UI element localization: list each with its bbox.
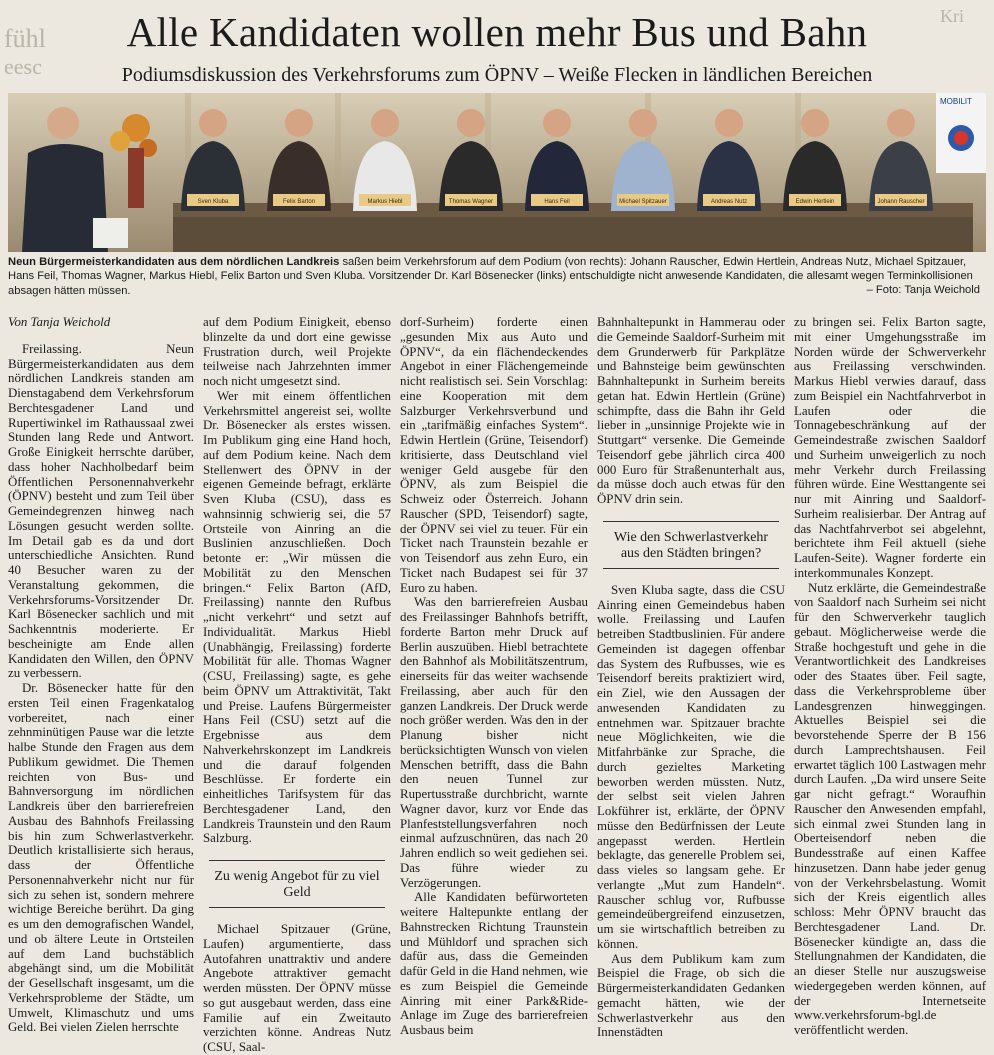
paragraph: Wer mit einem öffentlichen Verkehrsmittel angereist sei, wollte Dr. Bösenecker als erstes wissen. Im Publikum ging eine Hand hoch, auf dem Podium keine. Nach dem Stellenwert des ÖPNV in der eigenen Gemeinde befragt, erklärte Sven Kluba (CSU), dass es wahnsinnig schwierig sei, die 57 Ortsteile von Ainring an die Buslinien anzuschließen. Doch betonte er: „Wir müssen die Mobilität zu den Menschen bringen.“ Felix Barton (AfD, Freilassing) nannte den Rufbus „nicht verkehrt“ und setzt auf Individualität. Markus Hiebl (Unabhängig, Freilassing) forderte Mobilität für alle. Thomas Wagner (CSU, Freilassing) sagte, es gehe beim ÖPNV um Attraktivität, Takt und Preise. Laufens Bürgermeister Hans Feil (CSU) setzt auf die Ergebnisse aus dem Nahverkehrskonzept im Landkreis und die darauf folgenden Beschlüsse. Er forderte ein einheitliches Tarifsystem für das Berchtesgadener Land, den Landkreis Traunstein und den Raum Salzburg. <box>203 388 391 846</box>
caption-lead: Neun Bürgermeisterkandidaten aus dem nördlichen Landkreis <box>8 256 340 268</box>
panel-photo <box>8 93 986 252</box>
subheading: Zu wenig Angebot für zu viel Geld <box>209 860 385 908</box>
panelist-head <box>457 109 485 137</box>
nameplate-label: Thomas Wagner <box>448 199 494 205</box>
panelist-head <box>371 109 399 137</box>
nameplate-label: Edwin Hertlein <box>795 199 835 205</box>
nameplate-label: Markus Hiebl <box>367 199 403 205</box>
nameplate-label: Hans Feil <box>544 199 570 205</box>
panelist-head <box>887 109 915 137</box>
column-4 <box>597 315 785 1040</box>
paragraph: Dr. Bösenecker hatte für den ersten Teil einen Fragenkatalog vorbereitet, nach einer zehnminütigen Pause war die letzte halbe Stunde den Fragen aus dem Publikum gewidmet. Die Themen reichten von Bus- und Bahnversorgung im nördlichen Landkreis über den barrierefreien Ausbau des Bahnhofs Freilassing bis hin zum Schwerlastverkehr. Deutlich kristallisierte sich heraus, dass der Öffentliche Personennahverkehr nicht nur für sich zu sehen ist, sondern mehrere wichtige Bereiche berührt. Da ging es um den demografischen Wandel, und ob ältere Leute in Ortsteilen auf dem Land buchstäblich abgehängt sind, um die Mobilität der Gesellschaft insgesamt, um die Verkehrsprobleme der Städte, um Umwelt, Klimaschutz und ums Geld. Bei vielen Zielen herrschte <box>8 681 194 1035</box>
panelist-head <box>543 109 571 137</box>
caption-text: saßen beim Verkehrsforum auf dem Podium (von rechts): Johann Rauscher, Edwin Hertlein, Andreas Nutz, Michael Spitzauer, Hans Feil, Thomas Wagner, Markus Hiebl, Felix Barton und Sven Kluba. Vorsitzender Dr. Karl Bösenecker (links) entschuldigte nicht anwesende Kandidaten, die allesamt wegen Terminkollisionen absagen hätten müssen. <box>8 256 973 297</box>
column-5 <box>794 315 986 1037</box>
paragraph: Bahnhaltepunkt in Hammerau oder die Gemeinde Saaldorf-Surheim mit dem Grunderwerb für Parkplätze und Bahnsteige beim gewünschten Bahnhaltepunkt in Surheim bereits getan hat. Edwin Hertlein (Grüne) schimpfte, dass die Bahn ihr Geld lieber in „unsinnige Projekte wie in Stuttgart“ versenke. Die Gemeinde Teisendorf gebe jährlich circa 400 000 Euro für Straßenunterhalt aus, da müsse doch auch etwas für den ÖPNV drin sein. <box>597 315 785 506</box>
column-3 <box>400 315 588 1037</box>
paragraph: Freilassing. Neun Bürgermeisterkandidaten aus dem nördlichen Landkreis standen am Dienstagabend dem Verkehrsforum Berchtesgadener Land und Rupertiwinkel im Rathaussaal zwei Stunden lang Rede und Antwort. Große Einigkeit herrschte darüber, dass hoher Nachholbedarf beim Öffentlichen Personennahverkehr (ÖPNV) besteht und zum Teil über Gemeindegrenzen hinweg nach Lösungen gesucht werden sollte. Im Detail gab es da und dort unterschiedliche Ansichten. Rund 40 Besucher waren zu der Veranstaltung gekommen, die Verkehrsforums-Vorsitzender Dr. Karl Bösenecker sachlich und mit Sachkenntnis moderierte. Er bescheinigte am Ende allen Kandidaten den Willen, den ÖPNV zu verbessern. <box>8 341 194 681</box>
nameplates <box>187 194 927 206</box>
subheadline: Podiumsdiskussion des Verkehrsforums zum ÖPNV – Weiße Flecken in ländlichen Bereichen <box>121 64 873 86</box>
nameplate-label: Felix Barton <box>282 199 316 205</box>
photo-credit: – Foto: Tanja Weichold <box>866 284 980 296</box>
nameplate-label: Johann Rauscher <box>877 199 925 205</box>
paragraph: Michael Spitzauer (Grüne, Laufen) argumentierte, dass Autofahren unattraktiv und andere Angebote attraktiver gemacht werden müssten. Der ÖPNV müsse so gut ausgebaut werden, dass eine Familie auf ein Zweitauto verzichten könne. Andreas Nutz (CSU, Saal- <box>203 922 391 1054</box>
panelist-head <box>199 109 227 137</box>
byline: Von Tanja Weichold <box>8 315 111 329</box>
paragraph: Alle Kandidaten befürworteten weitere Haltepunkte entlang der Bahnstrecken Richtung Traunstein und Mühldorf und sprachen sich dafür aus, dass die Gemeinden dafür Geld in die Hand nehmen, wie es zum Beispiel die Gemeinde Ainring mit einer Park&Ride-Anlage im Zuge des barrierefreien Ausbaus beim <box>400 890 588 1037</box>
ghost-text-left: fühl <box>4 24 46 53</box>
paragraph: Nutz erklärte, die Gemeindestraße von Saaldorf nach Surheim sei nicht für den Schwerverkehr tauglich gebaut. Möglicherweise werde die Straße hochgestuft und gehe in die Verantwortlichkeit des Landkreises oder des Staates über. Feil sagte, dass die Verkehrsprobleme über Landesgrenzen hinweggingen. Aktuelles Beispiel sei die bevorstehende Sperre der B 156 durch Lamprechtshausen. Feil erwartet täglich 100 Lastwagen mehr durch Laufen. „Da wird unsere Seite gar nicht gefragt.“ Woraufhin Rauscher den Anwesenden empfahl, sich einmal zwei Stunden lang in Oberteisendorf neben die Bundesstraße auf einen Kaffee hinzusetzen. Dann habe jeder genug von der Verkehrsbelastung. Womit sich der Kreis eigentlich alles schloss: Mehr ÖPNV braucht das Berchtesgadener Land. Dr. Bösenecker kündigte an, dass die Stellungnahmen der Kandidaten, die an dieser Stelle nur auszugsweise wiedergegeben werden können, auf der Internetseite www.verkehrsforum-bgl.de veröffentlicht werden. <box>794 580 986 1037</box>
paragraph: dorf-Surheim) forderte einen „gesunden Mix aus Auto und ÖPNV“, da ein flächendeckendes Angebot in einer Flächengemeinde nicht realistisch sei. Sein Vorschlag: eine Kooperation mit dem Salzburger Verkehrsverbund und ein „tarifmäßig einfaches System“. Edwin Hertlein (Grüne, Teisendorf) kritisierte, dass Deutschland viel weniger Geld ausgebe für den ÖPNV, als zum Beispiel die Schweiz oder Österreich. Johann Rauscher (SPD, Teisendorf) sagte, der ÖPNV sei viel zu teuer. Für ein Ticket nach Traunstein bezahle er von Teisendorf aus zehn Euro, ein Ticket nach Budapest sei für 37 Euro zu haben. <box>400 315 588 595</box>
photo-illustration <box>8 93 986 252</box>
ghost-text-right: Kri <box>940 6 964 26</box>
nameplate-label: Andreas Nutz <box>710 199 748 205</box>
panelist-head <box>629 109 657 137</box>
ghost-text-left-2: eesc <box>4 54 42 79</box>
paragraph: Was den barrierefreien Ausbau des Freilassinger Bahnhofs betrifft, forderte Barton mehr Druck auf Berlin auszuüben. Hiebl betrachtete den Bahnhof als Mobilitätszentrum, einerseits für das weiter wachsende Freilassing, aber auch für den ganzen Landkreis. Der Druck werde noch größer werden. Was den in der Planung bisher nicht berücksichtigten Wunsch von vielen Menschen betrifft, dass die Bahn den neuen Tunnel zur Rupertusstraße durchbricht, warnte Wagner davor, kurz vor Ende das Planfeststellungsverfahren noch einmal aufzuschnüren, das nach 20 Jahren endlich so weit gediehen sei. Das führe wieder zu Verzögerungen. <box>400 595 588 890</box>
headline: Alle Kandidaten wollen mehr Bus und Bahn <box>126 9 868 55</box>
panelist-head <box>801 109 829 137</box>
column-1 <box>8 315 194 1035</box>
panelist-head <box>715 109 743 137</box>
nameplate-label: Michael Spitzauer <box>619 199 667 205</box>
panelist-head <box>285 109 313 137</box>
paragraph: auf dem Podium Einigkeit, ebenso blinzelte da und dort eine gewisse Frustration durch, weil Projekte teilweise nach Jahrzehnten immer noch nicht umgesetzt sind. <box>203 315 391 388</box>
paragraph: zu bringen sei. Felix Barton sagte, mit einer Umgehungsstraße im Norden würde der Schwerverkehr aus Freilassing verschwinden. Markus Hiebl verwies darauf, dass zum Beispiel ein Nachtfahrverbot in Laufen oder die Tonnagebeschränkung auf der Gemeindestraße zwischen Saaldorf und Surheim unweigerlich zu noch mehr Verkehr durch Freilassing führen würde. Eine Westtangente sei nur mit Ainring und Saaldorf-Surheim realisierbar. Der Antrag auf das Nachtfahrverbot sei abgelehnt, berichtete ihm Feil aktuell (siehe Laufen-Seite). Wagner forderte ein interkommunales Konzept. <box>794 315 986 580</box>
photo-caption <box>8 255 986 298</box>
paragraph: Sven Kluba sagte, dass die CSU Ainring einen Gemeindebus haben wolle. Freilassing und Laufen betreiben Stadtbuslinien. Für andere Gemeinden ist dagegen offenbar das System des Rufbusses, wie es Teisendorf bereits praktiziert wird, ein Ziel, wie den Aussagen der anwesenden Kandidaten zu entnehmen war. Spitzauer brachte neue Möglichkeiten, wie die Mitfahrbänke zur Sprache, die durch gezieltes Marketing beworben werden müssten. Nutz, der selbst seit vielen Jahren Lokführer ist, erklärte, der ÖPNV müsse den Bedürfnissen der Leute angepasst werden. Hertlein beklagte, das generelle Problem sei, dass vieles so langsam gehe. Er verlangte „Mut zum Handeln“. Rauscher schlug vor, Rufbusse gemeindeübergreifend einzusetzen, um sie wirtschaftlich betreiben zu können. <box>597 582 785 951</box>
nameplate-label: Sven Kluba <box>197 199 229 205</box>
subheading: Wie den Schwerlastverkehr aus den Städten bringen? <box>603 521 779 569</box>
banner-text: MOBILIT <box>940 97 973 106</box>
column-2 <box>203 315 391 1054</box>
paragraph: Aus dem Publikum kam zum Beispiel die Frage, ob sich die Bürgermeisterkandidaten Gedanken gemacht hätten, wie der Schwerlastverkehr aus den Innenstädten <box>597 951 785 1040</box>
